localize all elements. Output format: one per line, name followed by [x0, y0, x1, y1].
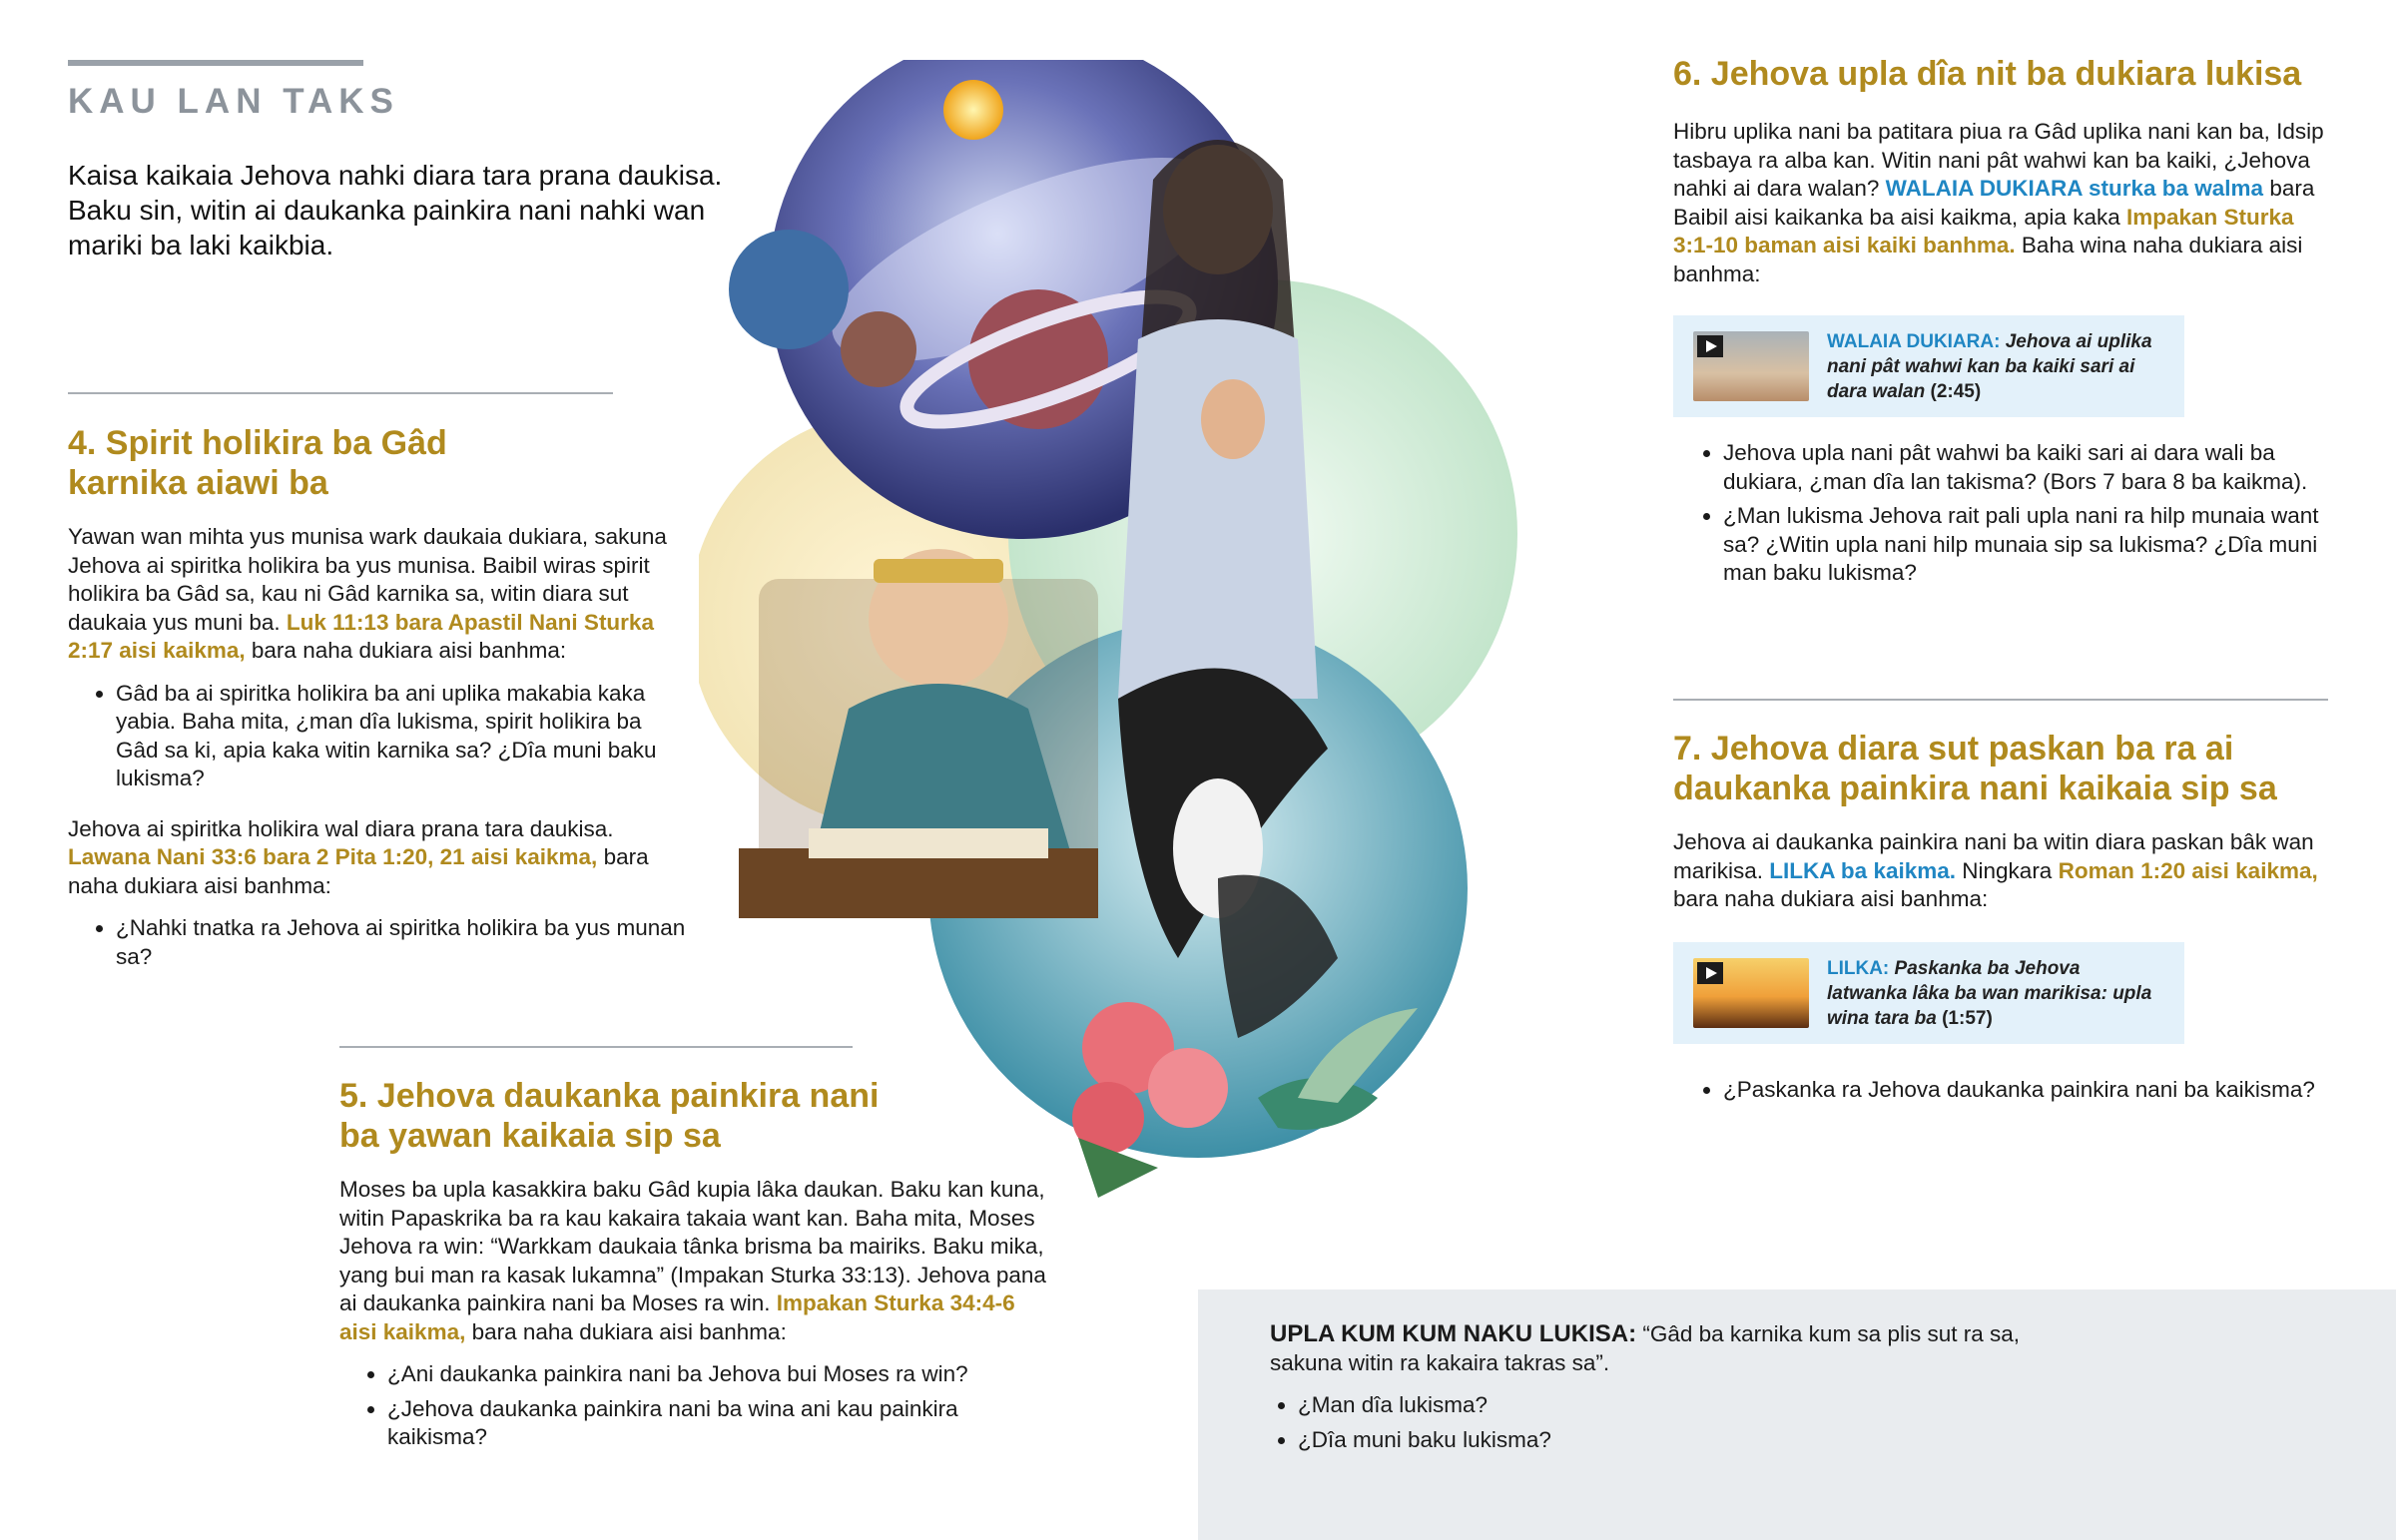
section6-p1-mid: bara Baibil aisi kaikanka ba aisi kaikma, apia kaka	[1673, 176, 2315, 230]
section6-video-card[interactable]	[1673, 315, 2184, 417]
media-duration: (2:45)	[1930, 381, 1982, 402]
video-thumbnail[interactable]	[1693, 958, 1809, 1028]
section5-body	[339, 1176, 1058, 1458]
flower-icon	[1148, 1048, 1228, 1128]
woman-hands	[1201, 379, 1265, 459]
page-kicker: KAU LAN TAKS	[68, 82, 399, 121]
review-label: UPLA KUM KUM NAKU LUKISA:	[1270, 1320, 1637, 1347]
list-item: • ¿Jehova daukanka painkira nani ba wina ani kau painkira kaikisma?	[387, 1395, 1058, 1452]
section4-p2-end: bara naha dukiara aisi banhma:	[68, 844, 649, 898]
section6-p1-end: Baha wina naha dukiara aisi banhma:	[1673, 233, 2303, 286]
review-questions	[1270, 1391, 2069, 1454]
section7-questions-wrap	[1673, 1076, 2352, 1111]
video-thumbnail[interactable]	[1693, 331, 1809, 401]
section4-p2-ref[interactable]: Lawana Nani 33:6 bara 2 Pita 1:20, 21 aisi kaikma,	[68, 844, 598, 869]
section4-questions-1	[68, 680, 687, 793]
scribe-headband	[874, 559, 1003, 583]
earth-icon	[729, 230, 849, 349]
list-item: • ¿Man lukisma Jehova rait pali upla nani ra hilp munaia want sa? ¿Witin upla nani hilp munaia sip sa lukisma? ¿Dîa muni man baku lukisma?	[1723, 502, 2332, 588]
play-icon[interactable]	[1697, 962, 1723, 984]
section6-video-caption	[1827, 329, 2156, 404]
review-content	[1270, 1319, 2069, 1460]
illustration-collage	[699, 60, 1637, 1218]
section7-video-card[interactable]	[1673, 942, 2184, 1044]
section6-questions	[1673, 439, 2332, 588]
review-quote: “Gâd ba karnika kum sa plis sut ra sa, sakuna witin ra kakaira takras sa”.	[1270, 1321, 2020, 1375]
section7-p1-end: bara naha dukiara aisi banhma:	[1673, 886, 1989, 911]
section4-p1: Yawan wan mihta yus munisa wark daukaia dukiara, sakuna Jehova ai spiritka holikira ba yus munisa. Baibil wiras spirit holikira ba Gâd sa, kau ni Gâd karnika sa, witin diara sut daukaia yus muni ba.	[68, 524, 667, 635]
section7-p1-mid: Ningkara	[1962, 857, 2053, 883]
media-title: Paskanka ba Jehova latwanka lâka ba wan marikisa: upla wina tara ba	[1827, 958, 2152, 1029]
section6-p1-ref[interactable]: Impakan Sturka 3:1-10 baman aisi kaiki banhma.	[1673, 204, 2294, 257]
section4-body	[68, 523, 687, 977]
section6-video-link[interactable]: WALAIA DUKIARA sturka ba walma	[1885, 176, 2264, 201]
section7-p1-ref[interactable]: Roman 1:20 aisi kaikma,	[2058, 857, 2318, 883]
section4-title: 4. Spirit holikira ba Gâd karnika aiawi ba	[68, 424, 447, 502]
section4-p1-end: bara naha dukiara aisi banhma:	[251, 638, 567, 663]
media-label: LILKA:	[1827, 958, 1890, 979]
section6-p1: Hibru uplika nani ba patitara piua ra Gâd uplika nani kan ba, Idsip tasbaya ra alba kan. Witin nani pât wahwi kan ba kaiki, ¿Jehova nahki ai dara walan?	[1673, 119, 2324, 201]
section4-p2: Jehova ai spiritka holikira wal diara prana tara daukisa.	[68, 815, 614, 841]
list-item: • ¿Nahki tnatka ra Jehova ai spiritka holikira ba yus munan sa?	[116, 914, 687, 971]
list-item: • Jehova upla nani pât wahwi ba kaiki sari ai dara wali ba dukiara, ¿man dîa lan takisma? (Bors 7 bara 8 ba kaikma).	[1723, 439, 2332, 496]
section5-divider	[339, 1046, 853, 1048]
play-icon[interactable]	[1697, 335, 1723, 357]
section4-p1-ref[interactable]: Luk 11:13 bara Apastil Nani Sturka 2:17 aisi kaikma,	[68, 609, 654, 663]
list-item: • ¿Ani daukanka painkira nani ba Jehova bui Moses ra win?	[387, 1360, 1058, 1389]
section6-questions-wrap	[1673, 439, 2332, 594]
list-item: • ¿Dîa muni baku lukisma?	[1298, 1426, 2069, 1455]
section7-questions	[1673, 1076, 2352, 1105]
section5-p1: Moses ba upla kasakkira baku Gâd kupia lâka daukan. Baku kan kuna, witin Papaskrika ba ra kau kakaira takaia want kan. Baha mita, Moses Jehova ra win: “Warkkam daukaia tânka brisma ba mairiks. Baku mika, yang bui man ra kasak lukamna” (Impakan Sturka 33:13). Jehova pana ai daukanka painkira nani ba Moses ra win.	[339, 1177, 1046, 1315]
intro-text: Kaisa kaikaia Jehova nahki diara tara prana daukisa. Baku sin, witin ai daukanka painkira nani nahki wan mariki ba laki kaikbia.	[68, 160, 723, 260]
woman-robe	[1118, 319, 1318, 699]
review-box	[1198, 1289, 2396, 1540]
media-duration: (1:57)	[1942, 1008, 1993, 1029]
media-title: Jehova ai uplika nani pât wahwi kan ba kaiki sari ai dara walan	[1827, 331, 2152, 402]
sun-icon	[943, 80, 1003, 140]
section4-divider	[68, 392, 613, 394]
kicker-bar	[68, 60, 363, 66]
section7-video-link[interactable]: LILKA ba kaikma.	[1769, 857, 1957, 883]
section6-title: 6. Jehova upla dîa nit ba dukiara lukisa	[1673, 55, 2302, 93]
section7	[1673, 729, 2332, 808]
section5-p1-ref[interactable]: Impakan Sturka 34:4-6 aisi kaikma,	[339, 1290, 1015, 1344]
section6	[1673, 54, 2352, 94]
list-item: • ¿Paskanka ra Jehova daukanka painkira nani ba kaikisma?	[1723, 1076, 2352, 1105]
section5	[339, 1076, 898, 1156]
section5-questions	[339, 1360, 1058, 1452]
list-item: • ¿Man dîa lukisma?	[1298, 1391, 2069, 1420]
list-item: • Gâd ba ai spiritka holikira ba ani uplika makabia kaka yabia. Baha mita, ¿man dîa lukisma, spirit holikira ba Gâd sa ki, apia kaka witin karnika sa? ¿Dîa muni baku lukisma?	[116, 680, 687, 793]
planet-icon	[841, 311, 916, 387]
section7-title: 7. Jehova diara sut paskan ba ra ai daukanka painkira nani kaikaia sip sa	[1673, 730, 2277, 807]
media-label: WALAIA DUKIARA:	[1827, 331, 2001, 352]
section6-body	[1673, 118, 2332, 288]
section5-title: 5. Jehova daukanka painkira nani ba yawan kaikaia sip sa	[339, 1077, 880, 1155]
section7-body	[1673, 828, 2332, 914]
section7-video-caption	[1827, 956, 2156, 1031]
scribe-desk	[739, 848, 1098, 918]
section4-questions-2	[68, 914, 687, 971]
section4	[68, 423, 487, 503]
scroll	[809, 828, 1048, 858]
section7-divider	[1673, 699, 2328, 701]
section5-p1-end: bara naha dukiara aisi banhma:	[471, 1318, 787, 1344]
section7-p1: Jehova ai daukanka painkira nani ba witin diara paskan bâk wan marikisa.	[1673, 829, 2314, 883]
